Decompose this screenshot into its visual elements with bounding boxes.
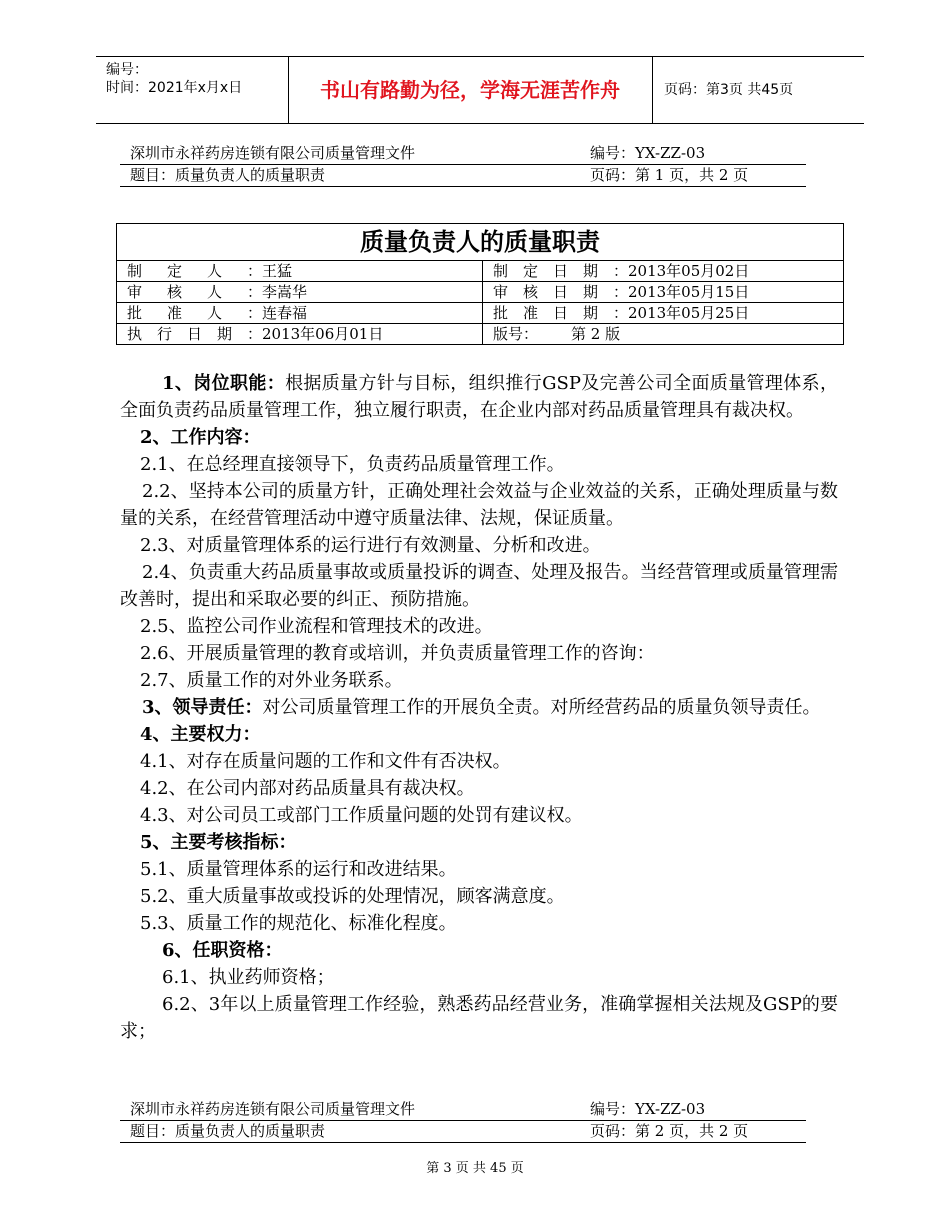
maker-label: 制定人：: [127, 262, 262, 280]
page-number: 第 3 页 共 45 页: [426, 1161, 524, 1176]
document-code: 编号：YX-ZZ-03: [590, 1100, 706, 1118]
exec-date-value: 2013年06月01日: [262, 325, 384, 343]
paragraph-text: 根据质量方针与目标，组织推行GSP及完善公司全面质量管理体系，全面负责药品质量管理工作，独立履行职责，在企业内部对药品质量管理具有裁决权。: [120, 373, 838, 421]
make-date-cell: [483, 261, 844, 282]
list-item: 2.1、在总经理直接领导下，负责药品质量管理工作。: [140, 454, 565, 475]
list-item: 4.3、对公司员工或部门工作质量问题的处罚有建议权。: [140, 805, 583, 826]
make-date-label: 制定日期：: [493, 262, 628, 280]
company-name: 深圳市永祥药房连锁有限公司质量管理文件: [130, 144, 416, 162]
list-item: 6.2、3年以上质量管理工作经验，熟悉药品经营业务，准确掌握相关法规及GSP的要求；: [120, 994, 838, 1042]
section-heading: 2、工作内容：: [140, 427, 261, 448]
version-label: 版号：: [493, 325, 539, 343]
top-header: [96, 56, 864, 124]
document-page: 页码：第 1 页，共 2 页: [590, 166, 749, 184]
list-item: 4.1、对存在质量问题的工作和文件有否决权。: [140, 751, 511, 772]
list-item: 6.1、执业药师资格；: [162, 967, 335, 988]
document-code: 编号：YX-ZZ-03: [590, 144, 706, 162]
document-info-table: [116, 223, 844, 345]
list-item: 5.2、重大质量事故或投诉的处理情况，顾客满意度。: [140, 886, 565, 907]
document-subject: 题目：质量负责人的质量职责: [130, 1122, 326, 1140]
header-row: [120, 165, 806, 187]
top-left-block: [106, 61, 242, 97]
list-item: 2.3、对质量管理体系的运行进行有效测量、分析和改进。: [140, 535, 601, 556]
document-header: [120, 143, 806, 187]
section-heading: 1、岗位职能：: [162, 373, 286, 394]
section-heading: 4、主要权力：: [140, 724, 261, 745]
header-row: [120, 1099, 806, 1121]
paragraph: [120, 694, 838, 721]
approver-cell: [117, 303, 483, 324]
header-row: [120, 1121, 806, 1143]
motto: 书山有路勤为径，学海无涯苦作舟: [320, 78, 620, 102]
list-item: 2.2、坚持本公司的质量方针，正确处理社会效益与企业效益的关系，正确处理质量与数量的关系，在经营管理活动中遵守质量法律、法规，保证质量。: [120, 481, 838, 529]
review-date-cell: [483, 282, 844, 303]
exec-date-label: 执行日期：: [127, 325, 262, 343]
approve-date-label: 批准日期：: [493, 304, 628, 322]
reviewer-label: 审核人：: [127, 283, 262, 301]
serial-label: 编号：: [106, 62, 148, 78]
document-page: 页码：第 2 页，共 2 页: [590, 1122, 749, 1140]
list-item: 2.7、质量工作的对外业务联系。: [140, 670, 403, 691]
section-heading: 6、任职资格：: [162, 940, 283, 961]
version-value: 第 2 版: [571, 325, 621, 343]
top-page-info: 页码：第3页 共45页: [664, 82, 794, 98]
list-item: 4.2、在公司内部对药品质量具有裁决权。: [140, 778, 475, 799]
reviewer-cell: [117, 282, 483, 303]
review-date-value: 2013年05月15日: [628, 283, 750, 301]
list-item: 2.5、监控公司作业流程和管理技术的改进。: [140, 616, 493, 637]
divider: [652, 57, 653, 123]
approve-date-value: 2013年05月25日: [628, 304, 750, 322]
document-body: [120, 370, 838, 1045]
header-row: [120, 143, 806, 165]
version-cell: [483, 324, 844, 345]
maker-value: 王猛: [262, 262, 293, 280]
list-item: 2.4、负责重大药品质量事故或质量投诉的调查、处理及报告。当经营管理或质量管理需改善时，提出和采取必要的纠正、预防措施。: [120, 562, 838, 610]
list-item: 5.3、质量工作的规范化、标准化程度。: [140, 913, 457, 934]
list-item: 2.6、开展质量管理的教育或培训，并负责质量管理工作的咨询：: [140, 643, 655, 664]
document-subject: 题目：质量负责人的质量职责: [130, 166, 326, 184]
company-name: 深圳市永祥药房连锁有限公司质量管理文件: [130, 1100, 416, 1118]
divider: [288, 57, 289, 123]
approver-value: 连春福: [262, 304, 308, 322]
list-item: 5.1、质量管理体系的运行和改进结果。: [140, 859, 457, 880]
exec-date-cell: [117, 324, 483, 345]
approver-label: 批准人：: [127, 304, 262, 322]
paragraph: [120, 370, 838, 424]
document-title: 质量负责人的质量职责: [117, 224, 844, 261]
reviewer-value: 李嵩华: [262, 283, 308, 301]
maker-cell: [117, 261, 483, 282]
time-label: 时间：2021年x月x日: [106, 80, 243, 96]
approve-date-cell: [483, 303, 844, 324]
paragraph-text: 对公司质量管理工作的开展负全责。对所经营药品的质量负领导责任。: [262, 697, 821, 718]
review-date-label: 审核日期：: [493, 283, 628, 301]
section-heading: 5、主要考核指标：: [140, 832, 297, 853]
document-header-page-2: [120, 1099, 806, 1143]
make-date-value: 2013年05月02日: [628, 262, 750, 280]
section-heading: 3、领导责任：: [142, 697, 263, 718]
